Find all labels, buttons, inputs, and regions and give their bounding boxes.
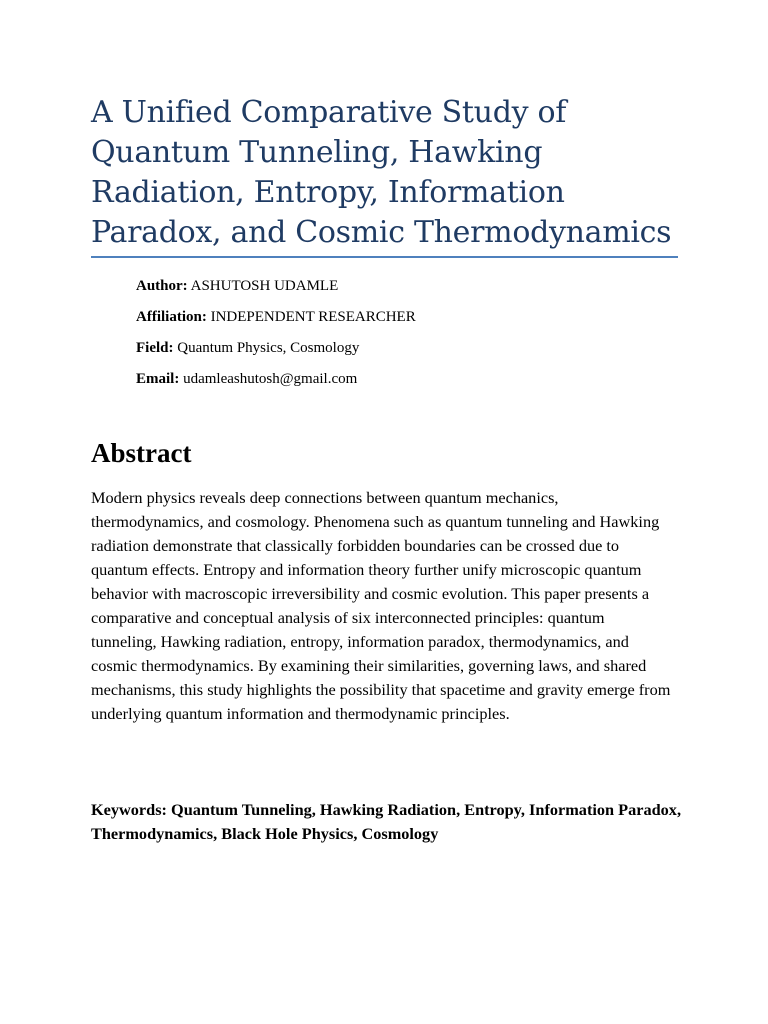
affiliation-row <box>136 307 416 338</box>
author-value: ASHUTOSH UDAMLE <box>190 278 339 294</box>
author-metadata <box>136 276 416 400</box>
email-label: Email: <box>136 371 180 387</box>
field-value: Quantum Physics, Cosmology <box>177 340 360 356</box>
email-value: udamleashutosh@gmail.com <box>183 371 358 387</box>
field-label: Field: <box>136 340 174 356</box>
abstract-text: Modern physics reveals deep connections between quantum mechanics, thermodynamics, and cosmology. Phenomena such as quantum tunneling and Hawking radiation demonstrate that classically forbidden boundaries can be crossed due to quantum effects. Entropy and information theory further unify microscopic quantum behavior with macroscopic irreversibility and cosmic evolution. This paper presents a comparative and conceptual analysis of six interconnected principles: quantum tunneling, Hawking radiation, entropy, information paradox, thermodynamics, and cosmic thermodynamics. By examining their similarities, governing laws, and shared mechanisms, this study highlights the possibility that spacetime and gravity emerge from underlying quantum information and thermodynamic principles. <box>91 488 671 723</box>
affiliation-label: Affiliation: <box>136 309 207 325</box>
paper-title: A Unified Comparative Study of Quantum Tunneling, Hawking Radiation, Entropy, Information Paradox, and Cosmic Thermodynamics <box>91 95 672 250</box>
keywords-text: Keywords: Quantum Tunneling, Hawking Radiation, Entropy, Information Paradox, Thermodynamics, Black Hole Physics, Cosmology <box>91 800 682 843</box>
field-row <box>136 338 416 369</box>
author-row <box>136 276 416 307</box>
email-row <box>136 369 416 400</box>
author-label: Author: <box>136 278 188 294</box>
affiliation-value: INDEPENDENT RESEARCHER <box>210 309 416 325</box>
abstract-heading: Abstract <box>91 438 192 468</box>
title-underline-rule <box>91 256 678 258</box>
